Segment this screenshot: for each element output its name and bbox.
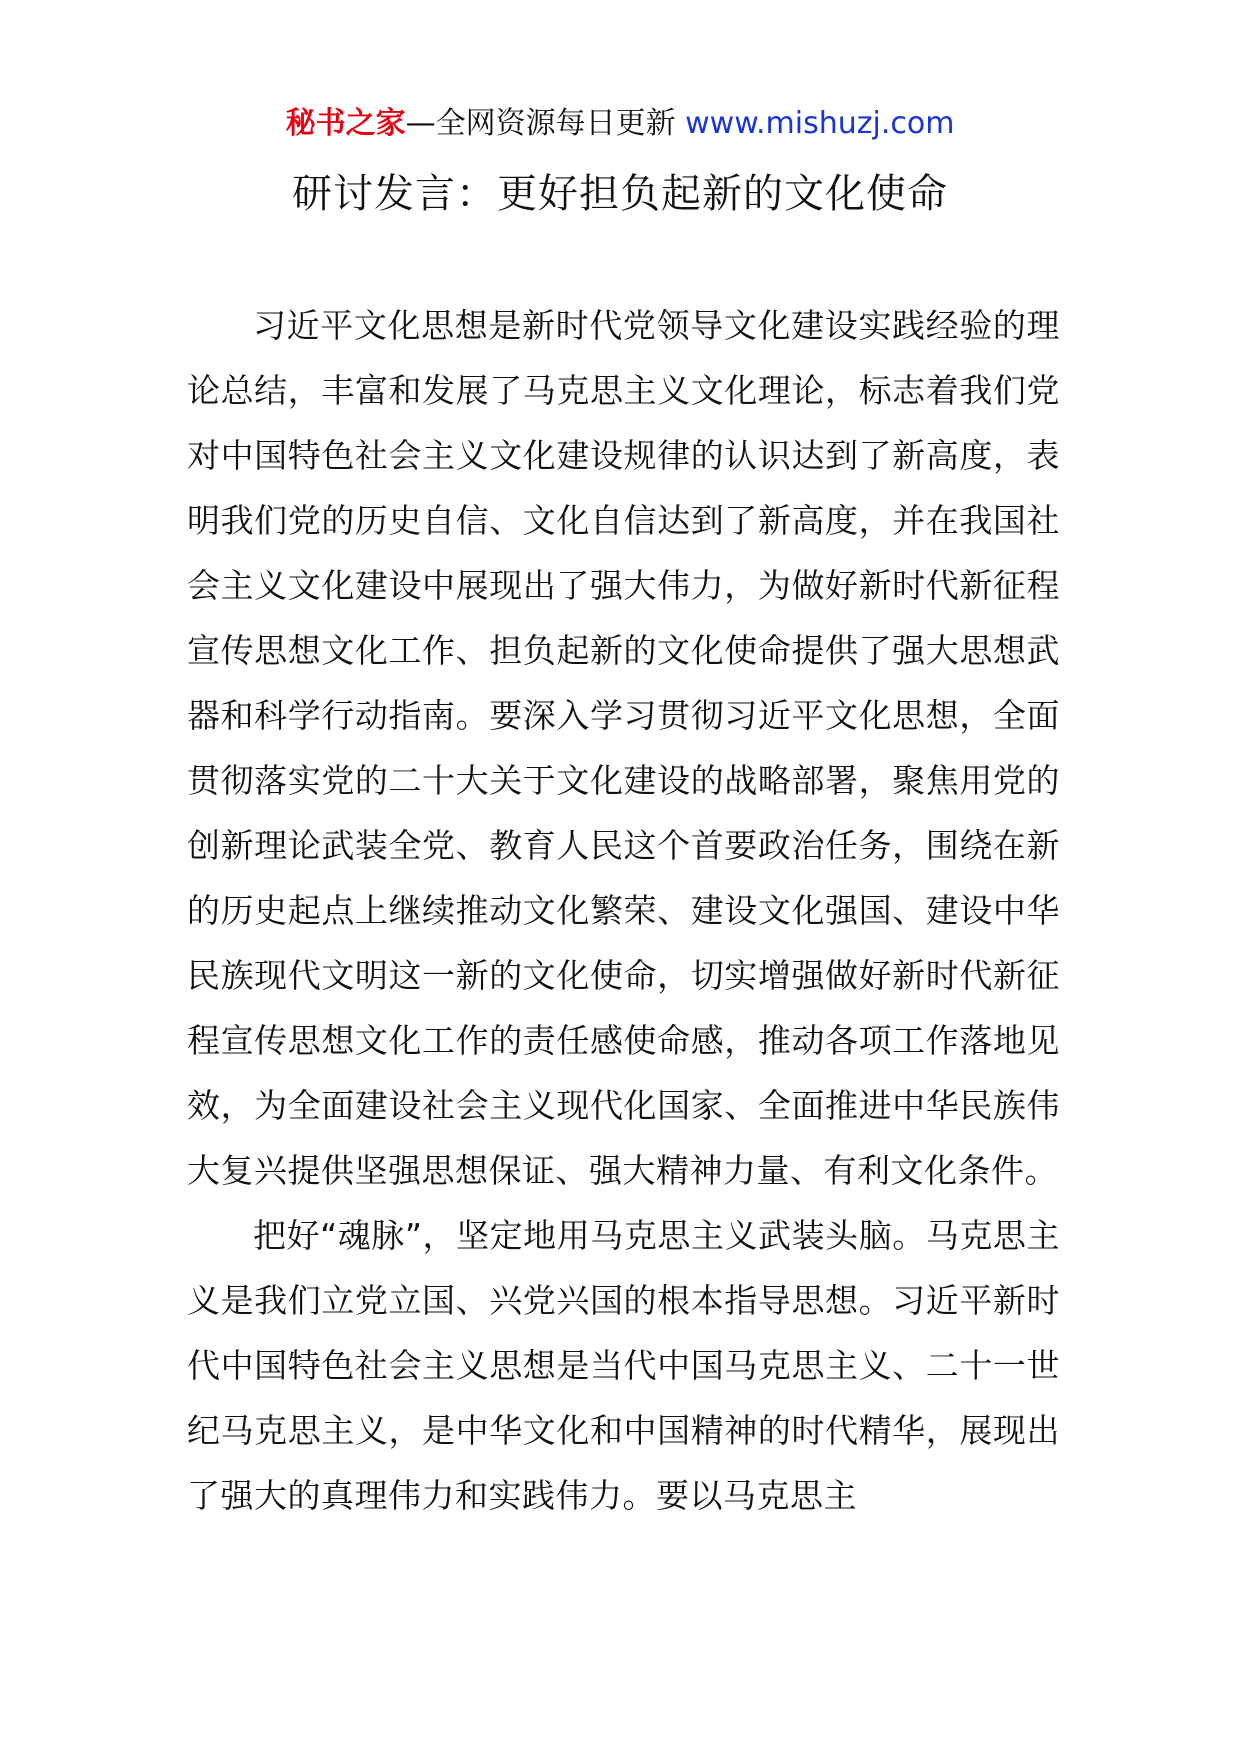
banner-brand: 秘书之家 — [285, 106, 406, 141]
document-body — [187, 293, 1060, 1528]
banner-url-link[interactable]: www.mishuzj.com — [685, 106, 955, 141]
banner-tagline: —全网资源每日更新 — [405, 106, 676, 141]
site-banner — [0, 104, 1240, 144]
paragraph-2: 把好“魂脉”，坚定地用马克思主义武装头脑。马克思主义是我们立党立国、兴党兴国的根本指导思想。习近平新时代中国特色社会主义思想是当代中国马克思主义、二十一世纪马克思主义，是中华文化和中国精神的时代精华，展现出了强大的真理伟力和实践伟力。要以马克思主 — [187, 1216, 1060, 1515]
paragraph-1: 习近平文化思想是新时代党领导文化建设实践经验的理论总结，丰富和发展了马克思主义文化理论，标志着我们党对中国特色社会主义文化建设规律的认识达到了新高度，表明我们党的历史自信、文化自信达到了新高度，并在我国社会主义文化建设中展现出了强大伟力，为做好新时代新征程宣传思想文化工作、担负起新的文化使命提供了强大思想武器和科学行动指南。要深入学习贯彻习近平文化思想，全面贯彻落实党的二十大关于文化建设的战略部署，聚焦用党的创新理论武装全党、教育人民这个首要政治任务，围绕在新的历史起点上继续推动文化繁荣、建设文化强国、建设中华民族现代文明这一新的文化使命，切实增强做好新时代新征程宣传思想文化工作的责任感使命感，推动各项工作落地见效，为全面建设社会主义现代化国家、全面推进中华民族伟大复兴提供坚强思想保证、强大精神力量、有利文化条件。 — [187, 306, 1060, 1190]
document-title: 研讨发言：更好担负起新的文化使命 — [292, 171, 948, 217]
